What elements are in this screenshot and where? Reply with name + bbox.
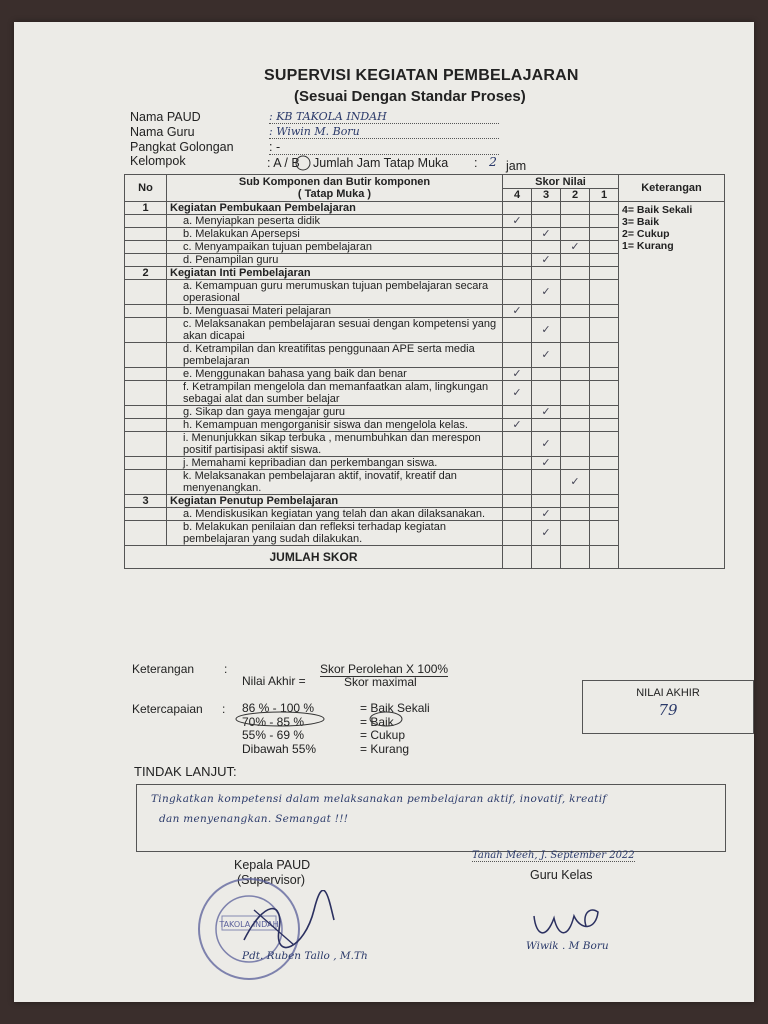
section-title: Kegiatan Penutup Pembelajaran <box>167 495 503 508</box>
jam-value: 2 <box>489 154 497 169</box>
section-title: Kegiatan Inti Pembelajaran <box>167 267 503 280</box>
score-cell <box>561 228 590 241</box>
score-cell <box>532 419 561 432</box>
table-body <box>125 202 725 569</box>
formula-denominator: Skor maximal <box>344 675 417 689</box>
header-keterangan: Keterangan <box>619 175 725 202</box>
score-check-cell <box>532 406 561 419</box>
nama-paud-label: Nama PAUD <box>130 110 201 124</box>
item-text: b. Menguasai Materi pelajaran <box>167 305 503 318</box>
check-mark-icon: ✓ <box>541 228 551 240</box>
score-cell <box>561 280 590 305</box>
header-no: No <box>125 175 167 202</box>
header-skor-4: 4 <box>503 189 532 202</box>
keterangan-notes-cell <box>619 202 725 569</box>
document-title: SUPERVISI KEGIATAN PEMBELAJARAN <box>264 67 579 84</box>
score-cell <box>590 546 619 569</box>
score-cell <box>561 305 590 318</box>
item-no-cell <box>125 343 167 368</box>
item-text: g. Sikap dan gaya mengajar guru <box>167 406 503 419</box>
score-cell <box>590 202 619 215</box>
result-3: = Kurang <box>360 741 410 756</box>
guru-kelas-title: Guru Kelas <box>530 868 593 882</box>
result-0: = Baik Sekali <box>360 701 430 715</box>
score-cell <box>561 495 590 508</box>
stamp-label: TAKOLA INDAH <box>219 920 279 929</box>
score-cell <box>590 318 619 343</box>
nama-guru-value: : Wiwin M. Boru <box>269 125 499 139</box>
check-mark-icon: ✓ <box>512 419 522 431</box>
score-cell <box>561 521 590 546</box>
score-cell <box>590 267 619 280</box>
score-cell <box>503 495 532 508</box>
item-no-cell <box>125 305 167 318</box>
signature-date: Tanah Meeh, J. September 2022 <box>472 850 635 861</box>
check-mark-icon: ✓ <box>541 406 551 418</box>
header-skor-1: 1 <box>590 189 619 202</box>
range-circle-mark <box>234 711 326 728</box>
item-no-cell <box>125 318 167 343</box>
item-no-cell <box>125 381 167 406</box>
check-mark-icon: ✓ <box>541 457 551 469</box>
item-no-cell <box>125 508 167 521</box>
item-no-cell <box>125 241 167 254</box>
range-2: 55% - 69 % <box>242 728 305 742</box>
jam-unit: jam <box>506 159 527 173</box>
section-no: 2 <box>125 267 167 280</box>
item-no-cell <box>125 368 167 381</box>
score-cell <box>590 406 619 419</box>
check-mark-icon: ✓ <box>512 305 522 317</box>
pangkat-text: - <box>275 140 281 154</box>
kelompok-label: Kelompok <box>130 154 186 168</box>
document-page <box>14 22 754 1002</box>
score-check-cell <box>503 381 532 406</box>
tindak-lanjut-line2: dan menyenangkan. Semangat !!! <box>159 813 349 825</box>
score-cell <box>590 280 619 305</box>
range-3: Dibawah 55% <box>242 741 317 756</box>
score-cell <box>503 241 532 254</box>
score-cell <box>532 368 561 381</box>
score-check-cell <box>532 521 561 546</box>
item-no-cell <box>125 406 167 419</box>
score-check-cell <box>532 457 561 470</box>
jam-label: Jumlah Jam Tatap Muka <box>313 156 449 170</box>
score-check-cell <box>503 305 532 318</box>
score-cell <box>561 546 590 569</box>
pangkat-label: Pangkat Golongan <box>130 140 234 154</box>
item-text: j. Memahami kepribadian dan perkembangan siswa. <box>167 457 503 470</box>
item-no-cell <box>125 215 167 228</box>
section-no: 3 <box>125 495 167 508</box>
check-mark-icon: ✓ <box>541 286 551 298</box>
score-cell <box>503 202 532 215</box>
nilai-akhir-value: 79 <box>658 701 678 719</box>
tindak-lanjut-label: TINDAK LANJUT: <box>134 764 237 779</box>
formula-numerator: Skor Perolehan X 100% <box>320 662 449 676</box>
tindak-lanjut-box <box>136 784 726 852</box>
score-cell <box>503 508 532 521</box>
teacher-signature-mark <box>526 896 606 946</box>
kelompok-circle-mark <box>295 155 311 171</box>
ketercapaian-colon: : <box>222 702 226 716</box>
check-mark-icon: ✓ <box>512 368 522 380</box>
check-mark-icon: ✓ <box>541 324 551 336</box>
score-cell <box>532 241 561 254</box>
supervision-table <box>124 174 725 569</box>
result-1: = Baik <box>360 714 394 729</box>
score-cell <box>561 368 590 381</box>
score-check-cell <box>532 318 561 343</box>
keterangan-note: 2= Cukup <box>622 228 670 240</box>
score-cell <box>503 254 532 267</box>
check-mark-icon: ✓ <box>570 476 580 488</box>
score-cell <box>532 546 561 569</box>
header-skor-3: 3 <box>532 189 561 202</box>
score-cell <box>561 215 590 228</box>
score-cell <box>561 254 590 267</box>
score-check-cell <box>561 241 590 254</box>
score-cell <box>590 215 619 228</box>
item-no-cell <box>125 280 167 305</box>
score-cell <box>590 241 619 254</box>
score-cell <box>590 228 619 241</box>
teacher-name: Wiwik . M Boru <box>526 940 609 952</box>
kepala-paud-title: Kepala PAUD <box>234 858 311 872</box>
jam-colon: : <box>474 156 478 170</box>
item-no-cell <box>125 254 167 267</box>
score-cell <box>561 457 590 470</box>
score-cell <box>590 457 619 470</box>
keterangan-label: Keterangan <box>132 662 195 676</box>
item-text: d. Penampilan guru <box>167 254 503 267</box>
tindak-lanjut-line1: Tingkatkan kompetensi dalam melaksanakan pembelajaran aktif, inovatif, kreatif <box>151 793 607 805</box>
check-mark-icon: ✓ <box>541 527 551 539</box>
score-cell <box>532 267 561 280</box>
item-text: k. Melaksanakan pembelajaran aktif, inovatif, kreatif dan menyenangkan. <box>167 470 503 495</box>
document-subtitle: (Sesuai Dengan Standar Proses) <box>294 88 526 105</box>
header-komponen-line2: ( Tatap Muka ) <box>297 188 372 200</box>
item-text: e. Menggunakan bahasa yang baik dan benar <box>167 368 503 381</box>
item-text: i. Menunjukkan sikap terbuka , menumbuhkan dan merespon positif partisipasi aktif siswa. <box>167 432 503 457</box>
kelompok-value: : A / B <box>267 156 300 170</box>
score-cell <box>503 318 532 343</box>
item-text: h. Kemampuan mengorganisir siswa dan mengelola kelas. <box>167 419 503 432</box>
score-check-cell <box>532 432 561 457</box>
score-cell <box>590 254 619 267</box>
nama-paud-text: KB TAKOLA INDAH <box>276 110 387 123</box>
header-skor-2: 2 <box>561 189 590 202</box>
nilai-akhir-box <box>582 680 754 734</box>
supervisor-subtitle: (Supervisor) <box>237 873 306 887</box>
jumlah-skor-label: JUMLAH SKOR <box>125 546 503 569</box>
nilai-akhir-label: Nilai Akhir = <box>242 674 306 688</box>
score-check-cell <box>503 419 532 432</box>
score-cell <box>532 381 561 406</box>
score-cell <box>561 202 590 215</box>
score-check-cell <box>532 343 561 368</box>
score-cell <box>532 470 561 495</box>
section-no: 1 <box>125 202 167 215</box>
check-mark-icon: ✓ <box>541 508 551 520</box>
nilai-akhir-box-label: NILAI AKHIR <box>636 687 700 699</box>
score-cell <box>561 343 590 368</box>
score-cell <box>590 368 619 381</box>
keterangan-colon: : <box>224 662 228 676</box>
section-title: Kegiatan Pembukaan Pembelajaran <box>167 202 503 215</box>
score-check-cell <box>532 228 561 241</box>
nama-paud-value: : KB TAKOLA INDAH <box>269 110 499 124</box>
item-text: a. Kemampuan guru merumuskan tujuan pembelajaran secara operasional <box>167 280 503 305</box>
score-check-cell <box>532 280 561 305</box>
item-no-cell <box>125 521 167 546</box>
score-cell <box>590 508 619 521</box>
keterangan-note: 3= Baik <box>622 216 660 228</box>
header-komponen-line1: Sub Komponen dan Butir komponen <box>238 176 431 188</box>
item-no-cell <box>125 228 167 241</box>
item-text: a. Menyiapkan peserta didik <box>167 215 503 228</box>
score-cell <box>590 305 619 318</box>
item-text: f. Ketrampilan mengelola dan memanfaatkan alam, lingkungan sebagai alat dan sumber belajar <box>167 381 503 406</box>
score-cell <box>590 470 619 495</box>
check-mark-icon: ✓ <box>541 254 551 266</box>
item-text: b. Melakukan penilaian dan refleksi terhadap kegiatan pembelajaran yang sudah dilakukan. <box>167 521 503 546</box>
score-cell <box>590 343 619 368</box>
section-row <box>125 202 725 215</box>
score-cell <box>590 419 619 432</box>
score-cell <box>561 381 590 406</box>
score-cell <box>503 406 532 419</box>
item-no-cell <box>125 457 167 470</box>
score-cell <box>532 202 561 215</box>
range-0: 86 % - 100 % <box>242 701 315 715</box>
item-no-cell <box>125 432 167 457</box>
score-cell <box>590 381 619 406</box>
result-2: = Cukup <box>360 728 406 742</box>
item-text: d. Ketrampilan dan kreatifitas penggunaan APE serta media pembelajaran <box>167 343 503 368</box>
check-mark-icon: ✓ <box>512 387 522 399</box>
score-cell <box>503 228 532 241</box>
header-skor: Skor Nilai <box>503 175 619 189</box>
score-cell <box>503 457 532 470</box>
score-check-cell <box>532 508 561 521</box>
score-cell <box>590 495 619 508</box>
nama-guru-text: Wiwin M. Boru <box>276 125 360 138</box>
check-mark-icon: ✓ <box>512 215 522 227</box>
score-cell <box>503 470 532 495</box>
score-cell <box>561 508 590 521</box>
score-cell <box>532 495 561 508</box>
item-text: b. Melakukan Apersepsi <box>167 228 503 241</box>
keterangan-note: 4= Baik Sekali <box>622 204 693 216</box>
score-cell <box>561 432 590 457</box>
item-text: c. Melaksanakan pembelajaran sesuai dengan kompetensi yang akan dicapai <box>167 318 503 343</box>
ketercapaian-label: Ketercapaian <box>132 702 203 716</box>
check-mark-icon: ✓ <box>570 241 580 253</box>
score-cell <box>503 521 532 546</box>
item-no-cell <box>125 470 167 495</box>
range-1: 70% - 85 % <box>242 714 305 729</box>
header-komponen <box>167 175 503 202</box>
score-cell <box>532 305 561 318</box>
item-text: a. Mendiskusikan kegiatan yang telah dan akan dilaksanakan. <box>167 508 503 521</box>
score-cell <box>590 521 619 546</box>
score-cell <box>503 267 532 280</box>
item-text: c. Menyampaikan tujuan pembelajaran <box>167 241 503 254</box>
score-cell <box>503 343 532 368</box>
supervisor-name: Pdt. Ruben Tallo , M.Th <box>242 950 368 962</box>
keterangan-note: 1= Kurang <box>622 240 674 252</box>
nama-guru-label: Nama Guru <box>130 125 195 139</box>
score-check-cell <box>503 215 532 228</box>
score-cell <box>532 215 561 228</box>
score-check-cell <box>532 254 561 267</box>
score-check-cell <box>561 470 590 495</box>
item-no-cell <box>125 419 167 432</box>
score-cell <box>590 432 619 457</box>
score-cell <box>561 419 590 432</box>
check-mark-icon: ✓ <box>541 349 551 361</box>
check-mark-icon: ✓ <box>541 438 551 450</box>
pangkat-value: : - <box>269 140 499 155</box>
score-cell <box>503 432 532 457</box>
score-cell <box>561 406 590 419</box>
score-check-cell <box>503 368 532 381</box>
score-cell <box>503 546 532 569</box>
result-circle-mark <box>368 711 404 728</box>
score-cell <box>561 267 590 280</box>
score-cell <box>503 280 532 305</box>
score-cell <box>561 318 590 343</box>
